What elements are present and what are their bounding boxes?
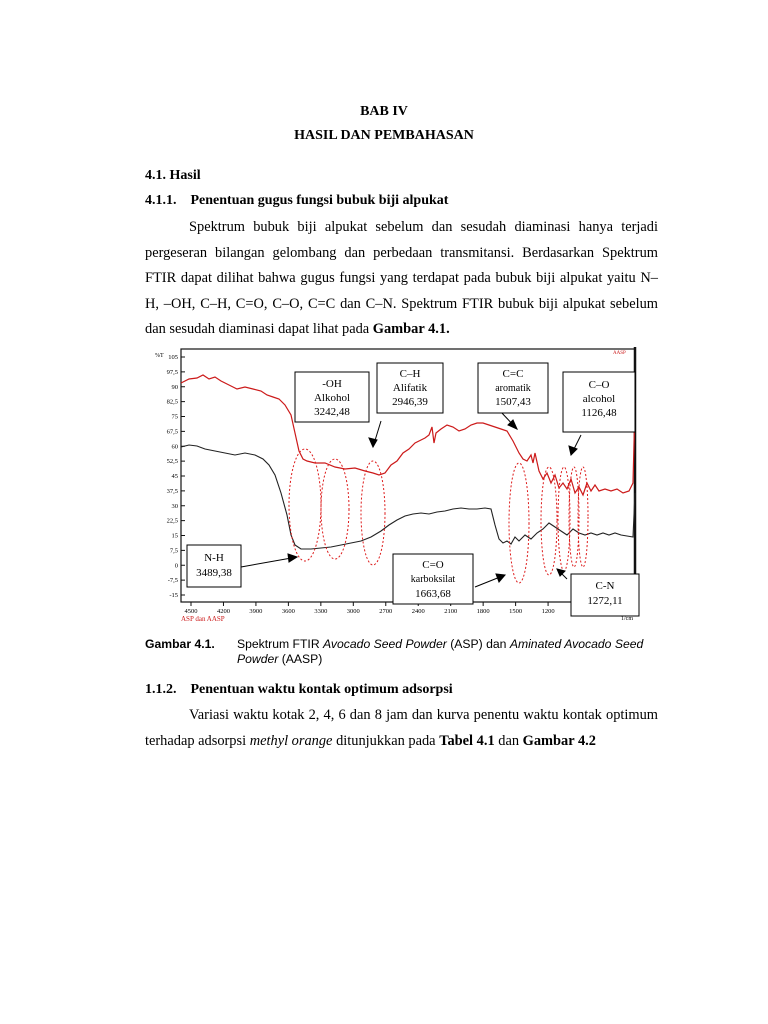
y-tick-label: 75 bbox=[171, 413, 178, 421]
x-tick-label: 2100 bbox=[444, 608, 458, 615]
y-tick-label: 60 bbox=[171, 443, 178, 451]
ftir-spectrum-figure bbox=[145, 343, 645, 628]
x-tick-label: 3600 bbox=[281, 608, 295, 615]
y-tick-label: 97,5 bbox=[166, 368, 178, 376]
paragraph-contact-time bbox=[145, 703, 658, 754]
section-number: 4.1.1. bbox=[145, 193, 177, 208]
section-heading-1-1-2 bbox=[145, 682, 453, 698]
annotation-c-o bbox=[393, 554, 473, 604]
x-tick-label: 1800 bbox=[476, 608, 490, 615]
section-title: Penentuan waktu kontak optimum adsorpsi bbox=[190, 682, 453, 697]
x-tick-label: 3000 bbox=[346, 608, 360, 615]
x-tick-label: 3900 bbox=[249, 608, 263, 615]
section-number: 1.1.2. bbox=[145, 682, 177, 697]
svg-text:1507,43: 1507,43 bbox=[495, 396, 531, 408]
y-tick-label: 45 bbox=[171, 473, 178, 480]
x-unit-label: 1/cm bbox=[621, 616, 633, 622]
figure-caption bbox=[145, 637, 655, 667]
svg-text:C-N: C-N bbox=[595, 580, 615, 592]
svg-text:karboksilat: karboksilat bbox=[410, 574, 456, 585]
y-tick-label: 67,5 bbox=[166, 428, 178, 436]
y-tick-label: -7,5 bbox=[167, 577, 178, 585]
annotation-cc bbox=[478, 363, 548, 413]
y-tick-label: 30 bbox=[171, 502, 178, 510]
chapter-number: BAB IV bbox=[360, 104, 408, 119]
x-tick-label: 2700 bbox=[379, 608, 393, 615]
x-tick-label: 3300 bbox=[314, 608, 328, 615]
svg-text:3489,38: 3489,38 bbox=[196, 567, 232, 579]
section-heading-4-1: 4.1. Hasil bbox=[145, 168, 201, 183]
annotation-cn bbox=[571, 574, 639, 616]
x-tick-label: 1200 bbox=[541, 608, 555, 615]
y-tick-label: 37,5 bbox=[166, 487, 178, 495]
paragraph-text-3: dan bbox=[498, 732, 520, 749]
svg-text:aromatik: aromatik bbox=[495, 383, 531, 394]
y-tick-label: -15 bbox=[169, 592, 178, 599]
paragraph-ftir bbox=[145, 215, 658, 343]
y-tick-label: 22,5 bbox=[166, 517, 178, 525]
svg-text:1126,48: 1126,48 bbox=[581, 407, 617, 419]
svg-text:C=O: C=O bbox=[422, 559, 444, 571]
y-tick-label: 0 bbox=[174, 562, 178, 570]
y-tick-label: 7,5 bbox=[169, 547, 178, 555]
paragraph-text: Spektrum bubuk biji alpukat sebelum dan sesudah diaminasi hanya terjadi pergeseran bilangan gelombang dan perbedaan transmitansi. Berdasarkan Spektrum FTIR dapat dilihat bahwa gugus fungsi yang terdapat pada bubuk biji alpukat yaitu N–H, –OH, C–H, C=O, C–O, C=C dan C–N. Spektrum FTIR bubuk biji alpukat sebelum dan sesudah diaminasi dapat lihat pada bbox=[145, 219, 658, 338]
x-tick-label: 2400 bbox=[411, 608, 425, 615]
x-tick-label: 1500 bbox=[509, 608, 523, 615]
svg-text:Alkohol: Alkohol bbox=[313, 392, 351, 404]
figure-reference: Gambar 4.1. bbox=[372, 321, 450, 338]
x-tick-label: 4500 bbox=[184, 608, 198, 615]
paragraph-text: Variasi waktu kotak 2, 4, 6 dan 8 jam dan kurva penentu waktu kontak optimum terhadap adsorpsi bbox=[145, 707, 658, 749]
annotation-ch bbox=[377, 363, 443, 413]
section-heading-4-1-1 bbox=[145, 193, 448, 209]
paragraph-italic: methyl orange bbox=[249, 732, 333, 749]
table-reference: Tabel 4.1 bbox=[439, 732, 495, 749]
legend-label: AASP bbox=[613, 351, 626, 356]
y-tick-label: 52,5 bbox=[166, 458, 178, 466]
annotation-nh bbox=[187, 545, 241, 587]
spectrum-bottom-label: ASP dan AASP bbox=[181, 615, 225, 623]
svg-text:N-H: N-H bbox=[204, 552, 224, 564]
caption-text-3: (AASP) bbox=[281, 652, 323, 666]
svg-text:1272,11: 1272,11 bbox=[587, 595, 623, 607]
x-tick-label: 4200 bbox=[216, 608, 230, 615]
y-tick-label: 15 bbox=[171, 532, 178, 540]
y-tick-label: 105 bbox=[168, 354, 178, 361]
y-tick-label: 82,5 bbox=[166, 398, 178, 406]
svg-text:C=C: C=C bbox=[502, 368, 524, 380]
annotation-co bbox=[563, 372, 635, 432]
svg-text:-OH: -OH bbox=[322, 378, 342, 390]
figure-reference-2: Gambar 4.2 bbox=[522, 732, 596, 749]
chapter-title: HASIL DAN PEMBAHASAN bbox=[294, 128, 474, 143]
caption-label: Gambar 4.1. bbox=[145, 637, 215, 651]
section-title: Penentuan gugus fungsi bubuk biji alpukat bbox=[190, 193, 449, 208]
caption-italic-asp: Avocado Seed Powder bbox=[323, 637, 447, 651]
svg-text:2946,39: 2946,39 bbox=[392, 396, 428, 408]
svg-text:alcohol: alcohol bbox=[582, 393, 616, 405]
svg-text:3242,48: 3242,48 bbox=[314, 406, 350, 418]
caption-text: Spektrum FTIR bbox=[237, 637, 320, 651]
y-tick-label: 90 bbox=[171, 383, 178, 391]
annotation-oh bbox=[295, 372, 369, 422]
svg-text:C–H: C–H bbox=[399, 368, 421, 380]
paragraph-text-2: ditunjukkan pada bbox=[336, 732, 436, 749]
caption-italic-aasp: Aminated Avocado Seed Powder bbox=[237, 637, 644, 666]
caption-text-2: (ASP) dan bbox=[450, 637, 507, 651]
svg-text:1663,68: 1663,68 bbox=[415, 588, 451, 600]
y-unit-label: %T bbox=[155, 353, 164, 359]
svg-text:Alifatik: Alifatik bbox=[392, 382, 428, 394]
svg-text:C–O: C–O bbox=[588, 379, 610, 391]
